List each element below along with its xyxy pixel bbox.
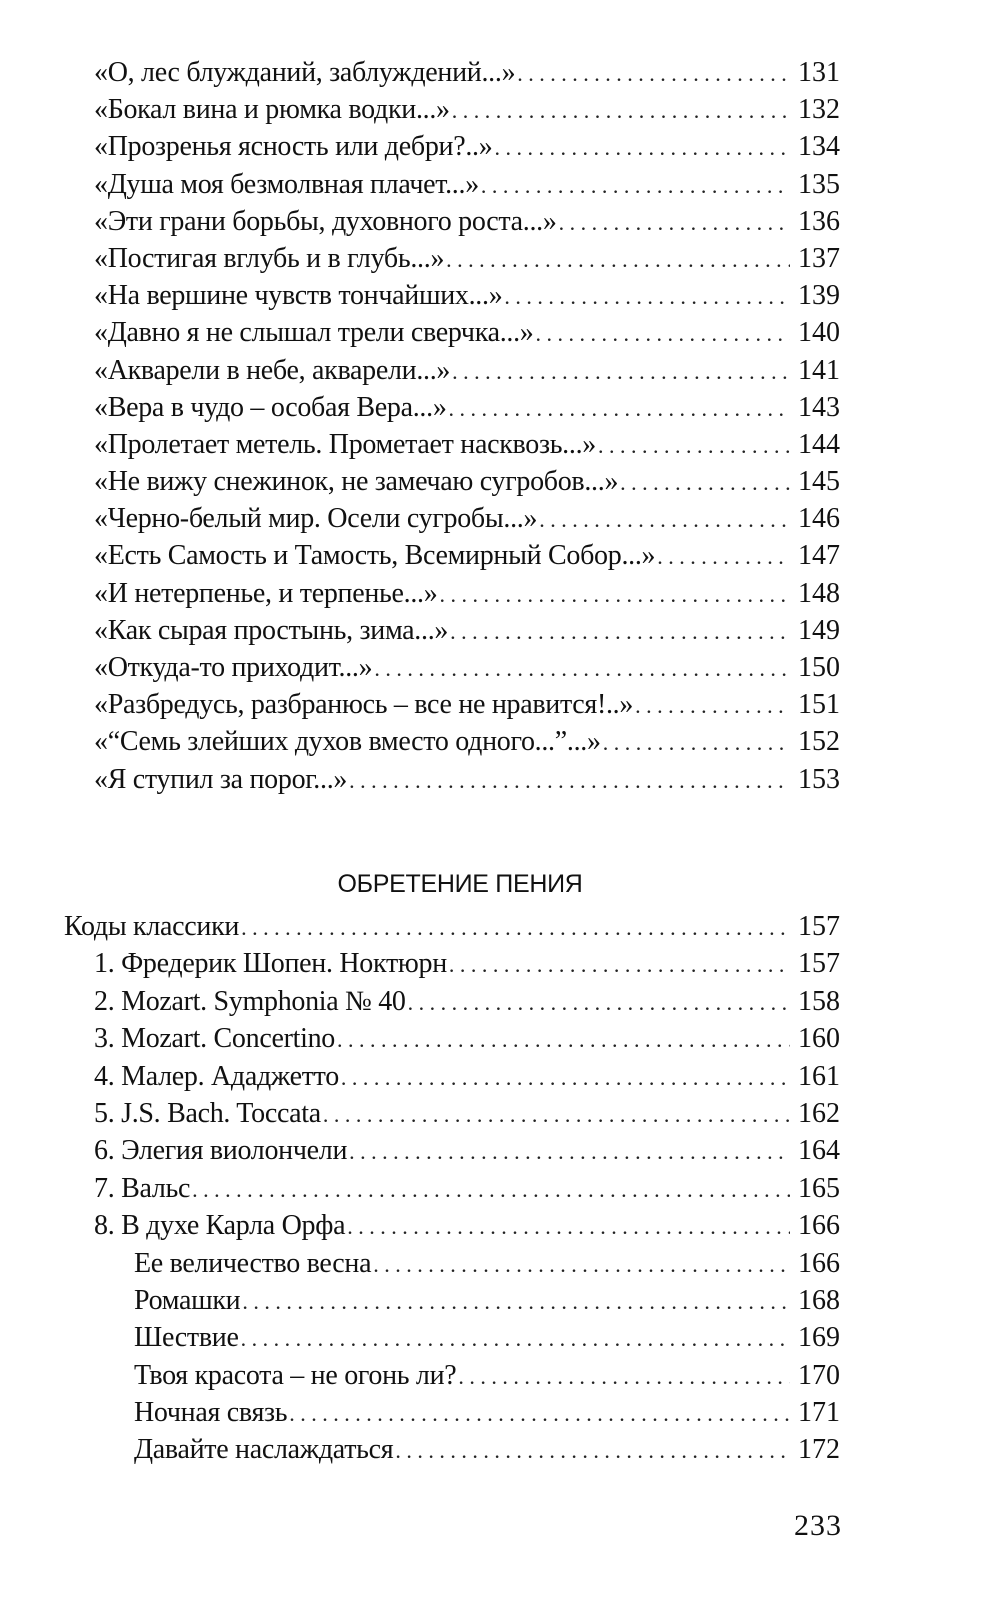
toc-entry-page: 151	[798, 689, 840, 721]
toc-entry-title: «Душа моя безмолвная плачет...»	[94, 168, 479, 200]
dot-leader	[408, 984, 790, 1021]
toc-entry-title: 6. Элегия виолончели	[94, 1135, 348, 1167]
toc-entry-page: 148	[798, 577, 840, 609]
toc-entry	[64, 1431, 840, 1468]
toc-entry-title: Шествие	[134, 1322, 239, 1354]
toc-entry-title: «Пролетает метель. Прометает насквозь...»	[94, 428, 596, 460]
toc-entry-page: 150	[798, 652, 840, 683]
toc-entry	[64, 575, 840, 612]
toc-entry-page: 170	[798, 1359, 840, 1391]
toc-entry-page: 166	[798, 1210, 840, 1242]
toc-entry-title: Ее величество весна	[134, 1247, 372, 1279]
toc-entry	[64, 352, 840, 389]
toc-entry-page: 169	[798, 1322, 840, 1354]
toc-entry	[64, 54, 840, 91]
toc-entry-title: «Откуда-то приходит...»	[94, 652, 373, 683]
dot-leader	[539, 501, 790, 538]
toc-entry-page: 141	[798, 354, 840, 386]
toc-entry	[64, 1245, 840, 1282]
dot-leader	[374, 650, 790, 687]
toc-entry	[64, 761, 840, 798]
toc-entry-title: Давайте наслаждаться	[134, 1434, 394, 1466]
dot-leader	[559, 204, 790, 241]
dot-leader	[395, 1432, 790, 1469]
toc-entry-page: 139	[798, 280, 840, 312]
toc-entry-page: 157	[798, 948, 840, 980]
toc-entry-page: 166	[798, 1247, 840, 1279]
dot-leader	[452, 92, 790, 129]
toc-entry-page: 168	[798, 1284, 840, 1316]
toc-entry-page: 165	[798, 1172, 840, 1204]
toc-entry-page: 152	[798, 726, 840, 758]
toc-entry	[64, 1020, 840, 1057]
dot-leader	[481, 167, 790, 204]
toc-entry-page: 158	[798, 985, 840, 1017]
dot-leader	[341, 1059, 790, 1096]
dot-leader	[450, 613, 790, 650]
dot-leader	[494, 129, 790, 166]
toc-entry-page: 132	[798, 94, 840, 126]
toc-entry-title: Ночная связь	[134, 1397, 288, 1429]
toc-entry	[64, 1095, 840, 1132]
toc-entry-title: 8. В духе Карла Орфа	[94, 1210, 346, 1242]
toc-entry	[64, 1170, 840, 1207]
toc-entry-title: «Эти грани борьбы, духовного роста...»	[94, 205, 557, 237]
toc-entry	[64, 426, 840, 463]
toc-entry-page: 135	[798, 168, 840, 200]
dot-leader	[373, 1246, 790, 1283]
toc-entry	[64, 983, 840, 1020]
dot-leader	[347, 1208, 790, 1245]
toc-entry	[64, 686, 840, 723]
toc-entry	[64, 1319, 840, 1356]
toc-entry-title: «Давно я не слышал трели сверчка...»	[94, 317, 534, 349]
dot-leader	[289, 1395, 790, 1432]
toc-entry	[64, 945, 840, 982]
toc-entry	[64, 723, 840, 760]
dot-leader	[635, 687, 790, 724]
toc-entry	[64, 1058, 840, 1095]
toc-entry-title: «Не вижу снежинок, не замечаю сугробов...»	[94, 466, 619, 498]
toc-entry-page: 134	[798, 131, 840, 163]
toc-entry-page: 147	[798, 540, 840, 572]
toc-entry	[64, 908, 840, 945]
toc-entry-title: «Прозренья ясность или дебри?..»	[94, 131, 493, 163]
dot-leader	[517, 55, 790, 92]
toc-entry	[64, 128, 840, 165]
toc-entry-title: «Акварели в небе, акварели...»	[94, 354, 451, 386]
toc-entry-title: «Я ступил за порог...»	[94, 763, 348, 795]
page-number: 233	[794, 1509, 842, 1542]
dot-leader	[449, 946, 790, 983]
toc-entry-page: 172	[798, 1434, 840, 1466]
toc-entry-title: «Черно-белый мир. Осели сугробы...»	[94, 503, 538, 535]
toc-entry-page: 164	[798, 1135, 840, 1167]
toc-entry-page: 157	[798, 911, 840, 942]
toc-entry	[64, 166, 840, 203]
toc-entry-page: 146	[798, 503, 840, 535]
toc-entry	[64, 1357, 840, 1394]
toc-entry	[64, 537, 840, 574]
toc-entry	[64, 203, 840, 240]
dot-leader	[446, 241, 790, 278]
toc-entry-page: 153	[798, 763, 840, 795]
dot-leader	[323, 1096, 790, 1133]
toc-entry-page: 162	[798, 1097, 840, 1129]
toc-entry	[64, 91, 840, 128]
toc-entry-title: «И нетерпенье, и терпенье...»	[94, 577, 438, 609]
toc-entry-title: Твоя красота – не огонь ли?	[134, 1359, 457, 1391]
dot-leader	[439, 576, 790, 613]
toc-entry	[64, 277, 840, 314]
dot-leader	[620, 464, 790, 501]
dot-leader	[452, 353, 790, 390]
toc-entry-page: 131	[798, 57, 840, 88]
toc-entry-title: 3. Mozart. Concertino	[94, 1023, 335, 1055]
toc-entry-page: 145	[798, 466, 840, 498]
toc-entry-page: 160	[798, 1023, 840, 1055]
dot-leader	[603, 724, 790, 761]
dot-leader	[458, 1358, 790, 1395]
toc-entry-title: «Постигая вглубь и в глубь...»	[94, 242, 445, 274]
toc-entry-title: 4. Малер. Ададжетто	[94, 1060, 339, 1092]
toc-entry-title: «Разбредусь, разбранюсь – все не нравится!..»	[94, 689, 634, 721]
toc-entry-page: 137	[798, 242, 840, 274]
dot-leader	[598, 427, 790, 464]
toc-entry-title: «Вера в чудо – особая Вера...»	[94, 391, 447, 423]
toc-entry-title: «Как сырая простынь, зима...»	[94, 614, 449, 646]
dot-leader	[349, 762, 790, 799]
section-heading: ОБРЕТЕНИЕ ПЕНИЯ	[337, 870, 583, 898]
toc-entry-page: 161	[798, 1060, 840, 1092]
toc-entry	[64, 1207, 840, 1244]
dot-leader	[536, 315, 790, 352]
toc-entry	[64, 314, 840, 351]
toc-entry-title: 2. Mozart. Symphonia № 40	[94, 985, 406, 1017]
dot-leader	[349, 1133, 790, 1170]
toc-entry	[64, 389, 840, 426]
toc-entry-title: 5. J.S. Bach. Toccata	[94, 1097, 321, 1129]
toc-entry	[64, 612, 840, 649]
toc-list-poems	[64, 54, 840, 798]
toc-entry-title: Ромашки	[134, 1284, 241, 1316]
toc-entry-title: «Есть Самость и Тамость, Всемирный Собор...»	[94, 540, 656, 572]
toc-entry	[64, 1394, 840, 1431]
toc-entry-title: 7. Вальс	[94, 1172, 191, 1204]
dot-leader	[504, 278, 790, 315]
toc-entry	[64, 649, 840, 686]
toc-entry-page: 171	[798, 1397, 840, 1429]
dot-leader	[241, 909, 790, 946]
dot-leader	[242, 1283, 790, 1320]
toc-entry-title: Коды классики	[64, 911, 240, 942]
toc-entry-page: 140	[798, 317, 840, 349]
toc-entry-title: «Бокал вина и рюмка водки...»	[94, 94, 450, 126]
dot-leader	[449, 390, 790, 427]
toc-entry-page: 136	[798, 205, 840, 237]
toc-list-section	[64, 908, 840, 1469]
toc-entry-title: «“Семь злейших духов вместо одного...”...»	[94, 726, 601, 758]
toc-entry-page: 143	[798, 391, 840, 423]
dot-leader	[337, 1021, 790, 1058]
toc-entry-page: 149	[798, 614, 840, 646]
toc-entry-title: «На вершине чувств тончайших...»	[94, 280, 503, 312]
toc-entry-title: 1. Фредерик Шопен. Ноктюрн	[94, 948, 447, 980]
toc-entry	[64, 1282, 840, 1319]
dot-leader	[241, 1320, 790, 1357]
toc-entry-title: «О, лес блужданий, заблуждений...»	[94, 57, 516, 88]
toc-entry	[64, 240, 840, 277]
dot-leader	[657, 538, 790, 575]
toc-entry-page: 144	[798, 428, 840, 460]
toc-entry	[64, 1132, 840, 1169]
dot-leader	[192, 1171, 790, 1208]
toc-entry	[64, 463, 840, 500]
toc-entry	[64, 500, 840, 537]
